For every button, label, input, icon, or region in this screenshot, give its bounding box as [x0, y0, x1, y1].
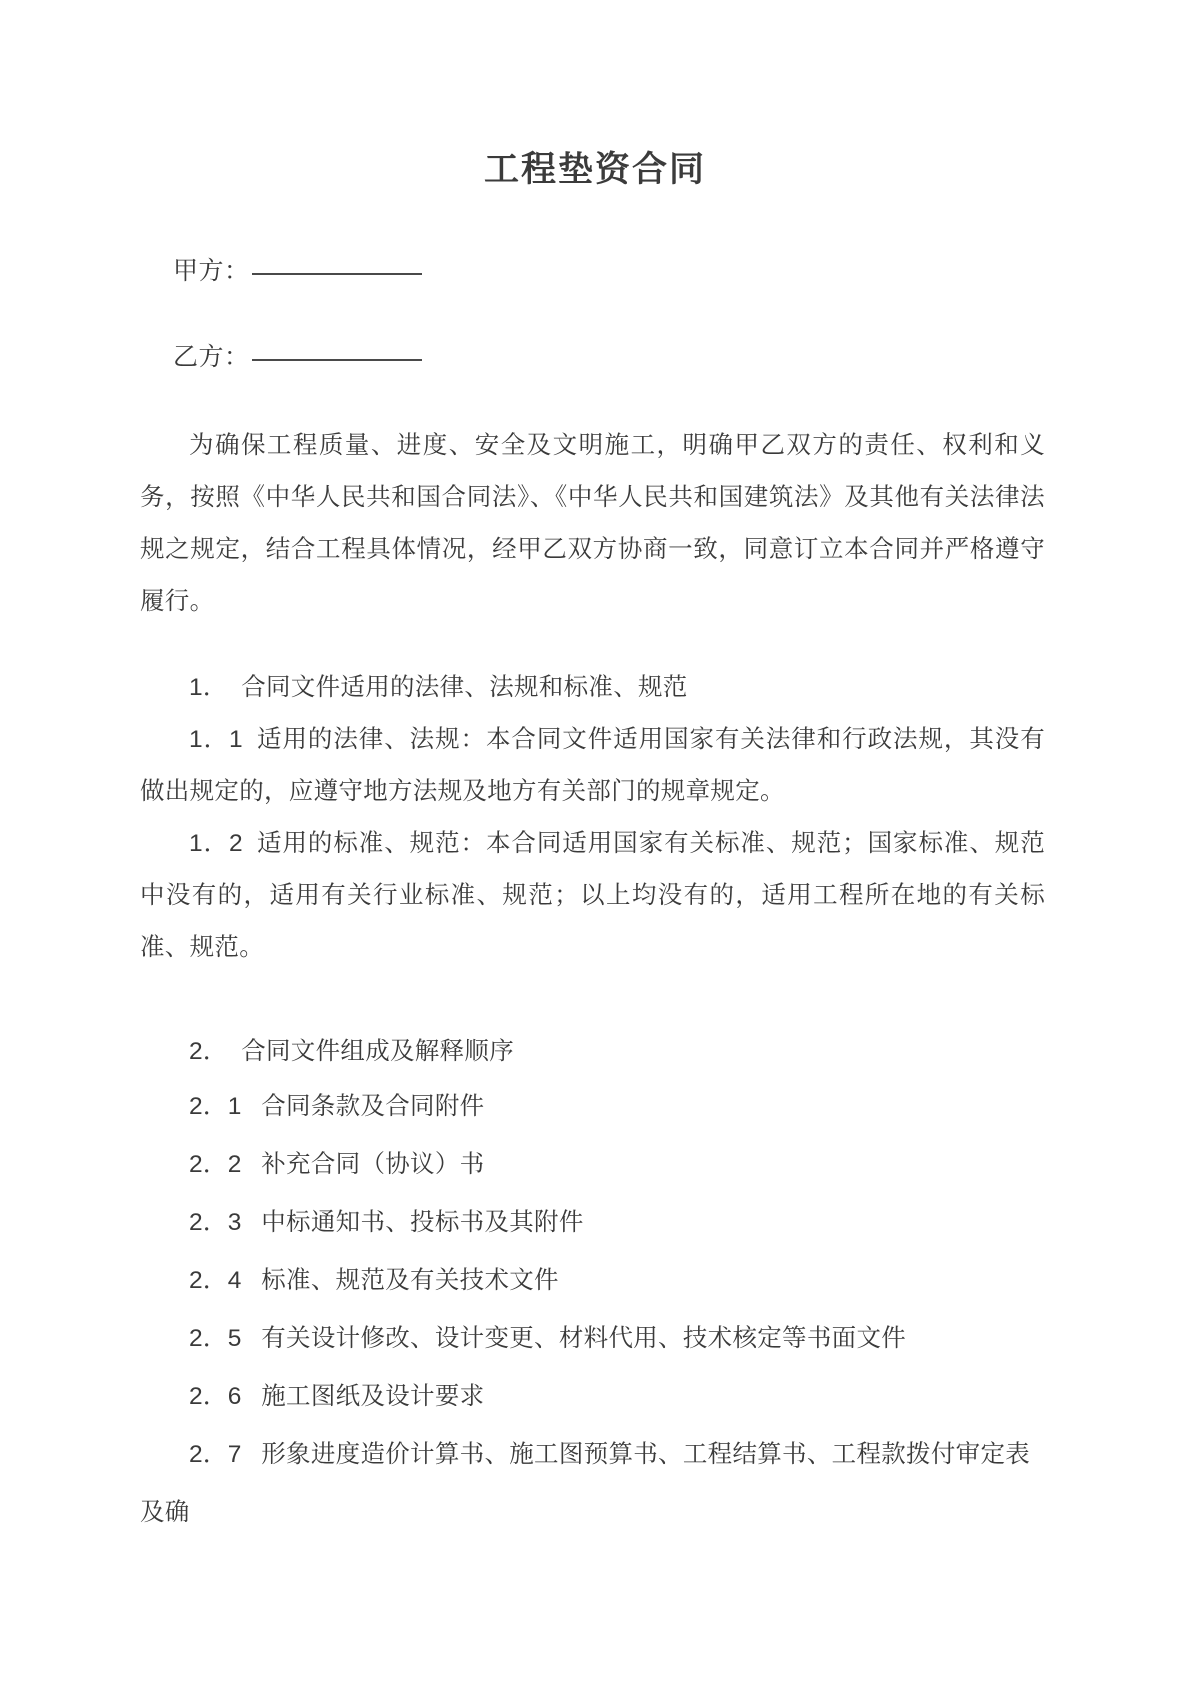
clause-number-2-5: 2．5: [189, 1325, 242, 1352]
clause-number-1-2: 1．2: [189, 830, 243, 857]
clause-1-1: [140, 714, 1045, 818]
clause-2-2: [140, 1136, 1045, 1194]
clause-2-3: [140, 1194, 1045, 1252]
clause-text-2-1: 合同条款及合同附件: [261, 1093, 485, 1120]
party-field-yifang: [140, 340, 1045, 374]
section-heading-1: [140, 662, 1045, 714]
section-title-2: 合同文件组成及解释顺序: [241, 1038, 515, 1065]
clause-1-2: [140, 818, 1045, 974]
clause-text-2-7: 形象进度造价计算书、施工图预算书、工程结算书、工程款拨付审定表及确: [140, 1441, 1031, 1526]
clause-text-2-3: 中标通知书、投标书及其附件: [261, 1209, 584, 1236]
party-label-jiafang: 甲方：: [173, 257, 250, 285]
clause-text-2-6: 施工图纸及设计要求: [261, 1383, 485, 1410]
clause-2-7: [140, 1426, 1045, 1542]
clause-number-2-6: 2．6: [189, 1383, 242, 1410]
clause-number-2-7: 2．7: [189, 1441, 242, 1468]
section-heading-2: [140, 1026, 1045, 1078]
clause-number-2-4: 2．4: [189, 1267, 242, 1294]
section-title-1: 合同文件适用的法律、法规和标准、规范: [241, 674, 688, 701]
party-field-jiafang: [140, 254, 1045, 288]
party-blank-yifang[interactable]: [252, 358, 422, 361]
clause-2-5: [140, 1310, 1045, 1368]
clause-text-2-2: 补充合同（协议）书: [261, 1151, 485, 1178]
clause-text-1-1: 适用的法律、法规：本合同文件适用国家有关法律和行政法规，其没有做出规定的，应遵守地方法规及地方有关部门的规章规定。: [140, 726, 1046, 805]
party-label-yifang: 乙方：: [173, 343, 250, 371]
document-body: [0, 254, 1190, 1542]
preamble-paragraph: 为确保工程质量、进度、安全及文明施工，明确甲乙双方的责任、权利和义务，按照《中华人民共和国合同法》、《中华人民共和国建筑法》及其他有关法律法规之规定，结合工程具体情况，经甲乙双方协商一致，同意订立本合同并严格遵守履行。: [140, 432, 1045, 615]
clause-text-2-5: 有关设计修改、设计变更、材料代用、技术核定等书面文件: [261, 1325, 907, 1352]
clause-2-4: [140, 1252, 1045, 1310]
clause-text-1-2: 适用的标准、规范：本合同适用国家有关标准、规范；国家标准、规范中没有的，适用有关行业标准、规范；以上均没有的，适用工程所在地的有关标准、规范。: [140, 830, 1046, 961]
clause-text-2-4: 标准、规范及有关技术文件: [261, 1267, 559, 1294]
clause-number-2-3: 2．3: [189, 1209, 242, 1236]
section-number-2: 2．: [189, 1038, 228, 1065]
party-blank-jiafang[interactable]: [252, 272, 422, 275]
clause-number-2-2: 2．2: [189, 1151, 242, 1178]
page-title: 工程垫资合同: [483, 150, 706, 189]
clause-2-1: [140, 1078, 1045, 1136]
section-number-1: 1．: [189, 674, 228, 701]
clause-number-2-1: 2．1: [189, 1093, 242, 1120]
clause-number-1-1: 1．1: [189, 726, 243, 753]
clause-2-6: [140, 1368, 1045, 1426]
